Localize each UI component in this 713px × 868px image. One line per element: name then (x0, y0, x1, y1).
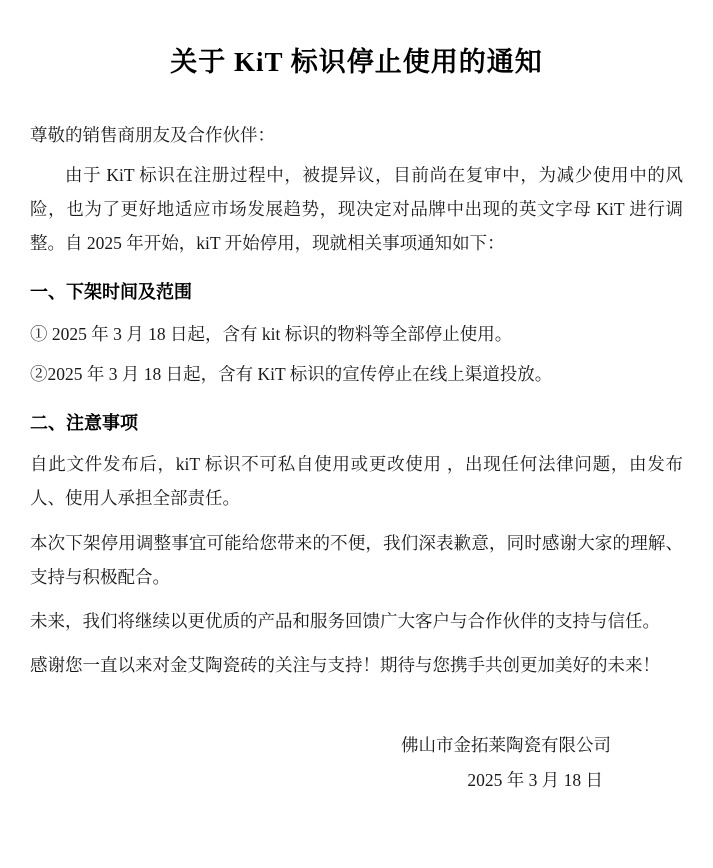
document-body (30, 118, 683, 682)
notice-paragraph-1: 自此文件发布后，kiT 标识不可私自使用或更改使用 ，出现任何法律问题，由发布人、使用人承担全部责任。 (30, 454, 683, 509)
signature-block (30, 728, 683, 798)
signature-date: 2025 年 3 月 18 日 (467, 770, 603, 791)
notice-paragraph-4: 感谢您一直以来对金艾陶瓷砖的关注与支持！期待与您携手共创更加美好的未来！ (30, 654, 660, 675)
notice-paragraph-3: 未来，我们将继续以更优质的产品和服务回馈广大客户与合作伙伴的支持与信任。 (30, 610, 660, 631)
salutation-paragraph: 尊敬的销售商朋友及合作伙伴： (30, 124, 275, 145)
page-title: 关于 KiT 标识停止使用的通知 (170, 47, 543, 77)
list-item: ① 2025 年 3 月 18 日起，含有 kit 标识的物料等全部停止使用。 (30, 323, 513, 344)
section-heading-1: 一、下架时间及范围 (30, 282, 192, 303)
intro-paragraph: 由于 KiT 标识在注册过程中，被提异议，目前尚在复审中，为减少使用中的风险，也为了更好地适应市场发展趋势，现决定对品牌中出现的英文字母 KiT 进行调整。自 2025 年开始，kiT 开始停用，现就相关事项通知如下： (30, 164, 683, 254)
signature-company: 佛山市金拓莱陶瓷有限公司 (401, 735, 611, 756)
list-item: ②2025 年 3 月 18 日起，含有 KiT 标识的宣传停止在线上渠道投放。 (30, 363, 553, 384)
section-heading-2: 二、注意事项 (30, 412, 138, 433)
notice-paragraph-2: 本次下架停用调整事宜可能给您带来的不便，我们深表歉意，同时感谢大家的理解、支持与积极配合。 (30, 532, 683, 587)
